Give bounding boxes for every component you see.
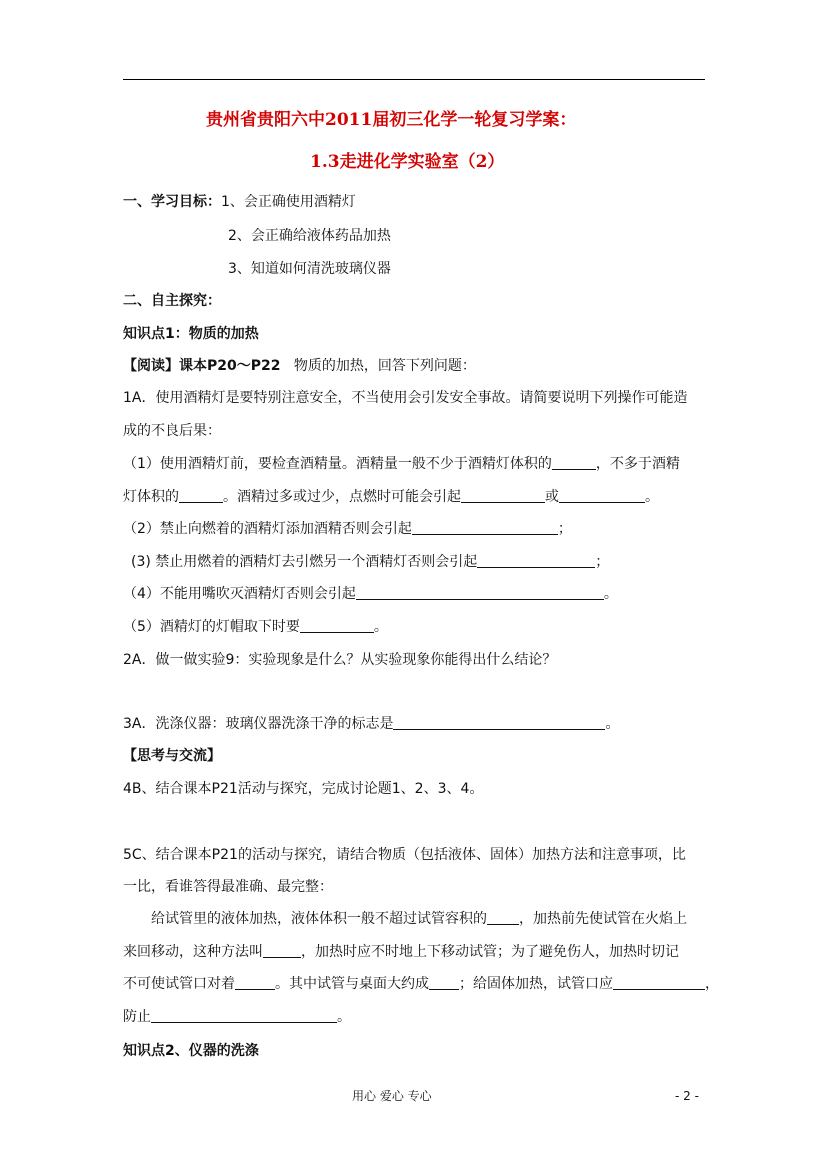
question-text: 。 — [337, 1009, 351, 1025]
question-text: 防止 — [123, 1009, 151, 1025]
paragraph-line-2 — [123, 942, 679, 962]
answer-blank[interactable] — [235, 975, 275, 990]
answer-blank[interactable] — [429, 975, 459, 990]
answer-blank[interactable] — [356, 585, 604, 600]
question-text: （1）使用酒精灯前，要检查酒精量。酒精量一般不少于酒精灯体积的 — [123, 456, 552, 472]
goal-item-1: 1、会正确使用酒精灯 — [221, 194, 356, 210]
question-text: ， — [705, 976, 719, 992]
question-3a — [123, 714, 619, 734]
question-text: （2）禁止向燃着的酒精灯添加酒精否则会引起 — [123, 521, 412, 537]
question-text: 。其中试管与桌面大约成 — [275, 976, 429, 992]
question-text: ； — [557, 521, 572, 537]
question-text: 。 — [373, 619, 388, 635]
question-1-1-line1 — [123, 454, 680, 474]
learning-goals-label: 一、学习目标： — [123, 194, 221, 210]
question-text: ；给固体加热，试管口应 — [459, 976, 613, 992]
answer-blank[interactable] — [559, 488, 645, 503]
answer-blank[interactable] — [487, 910, 519, 925]
question-text: ，加热前先使试管在火焰上 — [519, 911, 687, 927]
question-text: （4）不能用嘴吹灭酒精灯否则会引起 — [123, 586, 356, 602]
answer-blank[interactable] — [151, 1008, 337, 1023]
question-text: （5）酒精灯的灯帽取下时要 — [123, 619, 300, 635]
knowledge-point-2-heading: 知识点2、仪器的洗涤 — [123, 1043, 259, 1059]
question-text: 给试管里的液体加热，液体体积一般不超过试管容积的 — [151, 911, 487, 927]
reading-label: 【阅读】课本P20～P22 — [123, 358, 281, 374]
question-text: ，加热时应不时地上下移动试管；为了避免伤人，加热时切记 — [301, 944, 679, 960]
knowledge-point-1-heading: 知识点1：物质的加热 — [123, 326, 259, 342]
question-1-4 — [123, 584, 618, 604]
learning-goals — [123, 192, 356, 212]
question-text: 灯体积的 — [123, 489, 179, 505]
question-text: (3) 禁止用燃着的酒精灯去引燃另一个酒精灯否则会引起 — [131, 554, 478, 570]
question-text: 或 — [545, 489, 559, 505]
question-1-5 — [123, 617, 388, 637]
question-text: 不可使试管口对着 — [123, 976, 235, 992]
question-5c-line1: 5C、结合课本P21的活动与探究，请结合物质（包括液体、固体）加热方法和注意事项，比 — [123, 847, 686, 863]
question-1a-line1: 1A．使用酒精灯是要特别注意安全，不当使用会引发安全事故。请简要说明下列操作可能造 — [123, 390, 688, 406]
answer-blank[interactable] — [393, 715, 605, 730]
answer-blank[interactable] — [552, 455, 596, 470]
question-1a-line2: 成的不良后果： — [123, 423, 221, 439]
question-1-2 — [123, 519, 572, 539]
paragraph-line-3 — [123, 974, 719, 994]
question-2a: 2A．做一做实验9：实验现象是什么？从实验现象你能得出什么结论？ — [123, 652, 557, 668]
question-text: ，不多于酒精 — [595, 456, 680, 472]
question-text: 。酒精过多或过少，点燃时可能会引起 — [223, 489, 461, 505]
question-text: 。 — [603, 586, 618, 602]
question-text: 。 — [605, 716, 620, 732]
reading-text: 物质的加热，回答下列问题： — [293, 358, 476, 374]
question-1-1-line2 — [123, 487, 659, 507]
answer-blank[interactable] — [477, 553, 595, 568]
answer-blank[interactable] — [412, 520, 558, 535]
answer-blank[interactable] — [613, 975, 705, 990]
header-rule — [123, 79, 705, 80]
question-5c-line2: 一比，看谁答得最准确、最完整： — [123, 879, 333, 895]
goal-item-2: 2、会正确给液体药品加热 — [228, 228, 391, 244]
question-text: 。 — [645, 489, 659, 505]
page-number: - 2 - — [675, 1089, 699, 1103]
answer-blank[interactable] — [179, 488, 223, 503]
doc-title-line2: 1.3走进化学实验室（2） — [310, 152, 505, 172]
answer-blank[interactable] — [300, 618, 374, 633]
answer-blank[interactable] — [263, 943, 301, 958]
paragraph-line-1 — [151, 909, 687, 929]
footer-motto: 用心 爱心 专心 — [352, 1089, 432, 1103]
question-4b: 4B、结合课本P21活动与探究，完成讨论题1、2、3、4。 — [123, 781, 484, 797]
question-text: 来回移动，这种方法叫 — [123, 944, 263, 960]
paragraph-line-4 — [123, 1007, 351, 1027]
think-exchange-heading: 【思考与交流】 — [123, 748, 221, 764]
doc-title-line1: 贵州省贵阳六中2011届初三化学一轮复习学案： — [206, 110, 577, 130]
answer-blank[interactable] — [461, 488, 545, 503]
reading-instruction — [123, 356, 476, 376]
goal-item-3: 3、知道如何清洗玻璃仪器 — [228, 261, 391, 277]
question-1-3 — [131, 552, 609, 572]
question-text: ； — [595, 554, 610, 570]
section-2-heading: 二、自主探究： — [123, 293, 221, 309]
question-text: 3A．洗涤仪器：玻璃仪器洗涤干净的标志是 — [123, 716, 394, 732]
